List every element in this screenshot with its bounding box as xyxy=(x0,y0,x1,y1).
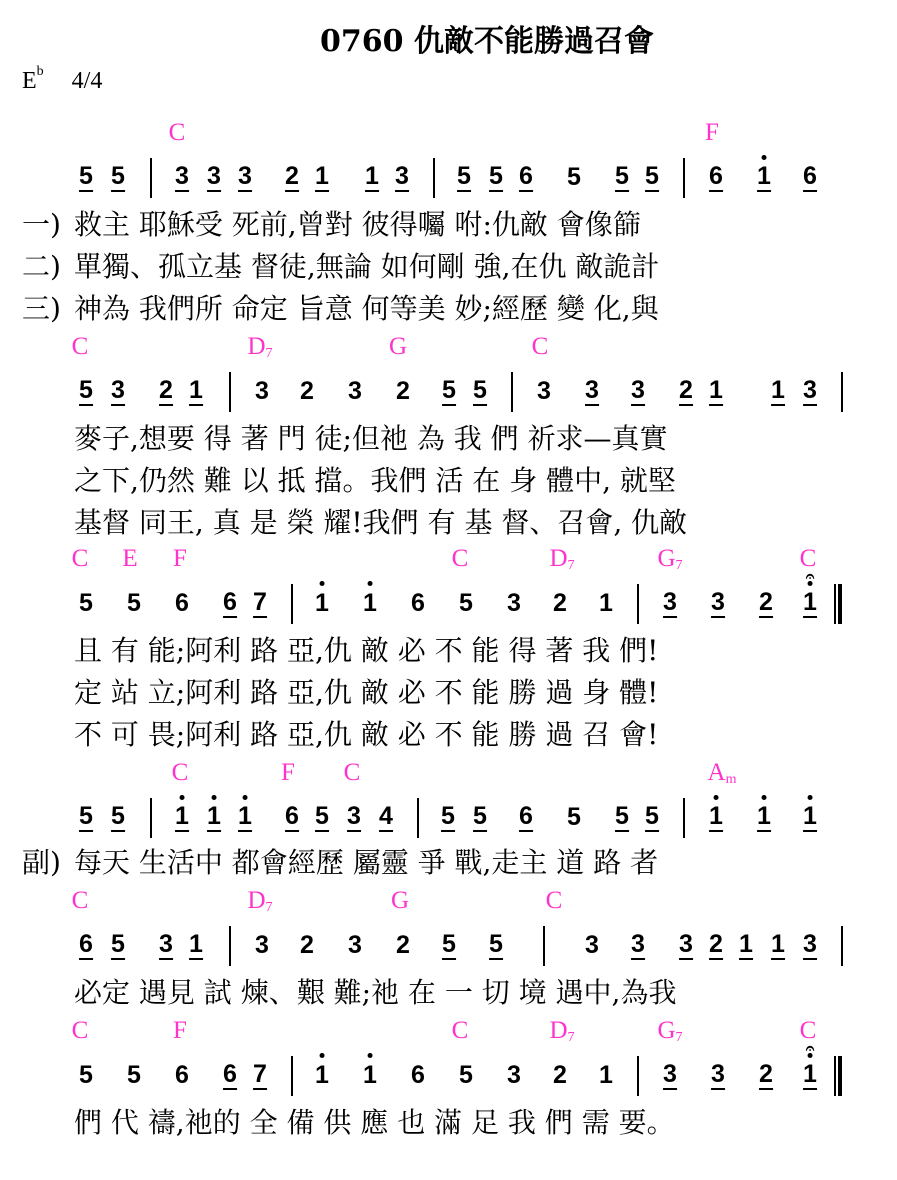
high-octave-dot xyxy=(762,155,767,160)
chord-symbol: C xyxy=(451,1017,469,1044)
chord-symbol: $D_7$ xyxy=(549,545,575,573)
note-numeral: 1 xyxy=(175,802,189,832)
chord-row xyxy=(0,332,897,362)
note-numeral: 1 xyxy=(315,1060,329,1090)
note-numeral: 6 xyxy=(223,1060,237,1088)
note-numeral: 5 xyxy=(79,162,93,190)
chord-row xyxy=(0,758,897,788)
note-numeral: 3 xyxy=(255,931,269,959)
high-octave-dot xyxy=(808,795,813,800)
lyric-line: 神為 我們所 命定 旨意 何等美 妙;經歷 變 化,與 xyxy=(74,292,659,325)
barline xyxy=(683,798,685,838)
chord-symbol: G xyxy=(388,333,408,360)
high-octave-dot xyxy=(368,1053,373,1058)
note-numeral: 5 xyxy=(127,589,141,617)
note-numeral: 5 xyxy=(442,376,456,404)
note-numeral: 2 xyxy=(553,1061,567,1089)
barline xyxy=(841,372,843,412)
chord-symbol: C xyxy=(168,119,186,146)
chord-symbol: C xyxy=(799,545,817,572)
chord-symbol: E xyxy=(122,545,138,572)
note-numeral: 1 xyxy=(803,802,817,832)
song-title: 0760 仇敵不能勝過召會 xyxy=(320,24,654,59)
note-numeral: 1 xyxy=(363,588,377,618)
barline xyxy=(150,798,152,838)
lyric-line: 且 有 能;阿利 路 亞,仇 敵 必 不 能 得 著 我 們! xyxy=(74,634,659,667)
chord-symbol: $G_7$ xyxy=(657,1017,683,1045)
barline xyxy=(291,584,293,624)
high-octave-dot xyxy=(320,1053,325,1058)
note-numeral: 1 xyxy=(599,589,613,617)
verse-label: 三) xyxy=(22,292,61,325)
note-numeral: 5 xyxy=(79,1061,93,1089)
note-numeral: 4 xyxy=(379,802,393,830)
chord-symbol: $D_7$ xyxy=(247,887,273,915)
note-numeral: 3 xyxy=(585,376,599,404)
lyric-line: 必定 遇見 試 煉、艱 難;祂 在 一 切 境 遇中,為我 xyxy=(74,976,677,1009)
chord-symbol: $G_7$ xyxy=(657,545,683,573)
high-octave-dot xyxy=(212,795,217,800)
barline xyxy=(841,926,843,966)
note-numeral: 3 xyxy=(255,377,269,405)
note-numeral: 5 xyxy=(567,163,581,191)
chord-symbol: C xyxy=(343,759,361,786)
chord-symbol: C xyxy=(531,333,549,360)
high-octave-dot xyxy=(368,581,373,586)
note-numeral: 6 xyxy=(411,1061,425,1089)
barline xyxy=(683,158,685,198)
note-numeral: 6 xyxy=(175,1061,189,1089)
verse-label: 副) xyxy=(22,846,61,879)
note-row xyxy=(0,376,897,406)
note-numeral: 1 𝄐 xyxy=(803,1040,817,1088)
note-row xyxy=(0,1040,897,1090)
note-numeral: 5 xyxy=(457,162,471,190)
note-numeral: 5 xyxy=(315,802,329,830)
note-numeral: 2 xyxy=(300,931,314,959)
note-numeral: 5 xyxy=(489,930,503,958)
note-numeral: 2 xyxy=(300,377,314,405)
lyric-line: 單獨、孤立基 督徒,無論 如何剛 強,在仇 敵詭計 xyxy=(74,250,660,283)
chord-symbol: F xyxy=(705,119,719,146)
chord-symbol: C xyxy=(799,1017,817,1044)
chord-quality: 7 xyxy=(265,900,273,915)
note-numeral: 1 xyxy=(757,802,771,832)
barline xyxy=(637,584,639,624)
high-octave-dot xyxy=(180,795,185,800)
chord-symbol: $D_7$ xyxy=(247,333,273,361)
chord-row xyxy=(0,544,897,574)
note-numeral: 5 xyxy=(489,162,503,190)
note-numeral: 3 xyxy=(207,162,221,190)
note-numeral: 6 xyxy=(223,588,237,616)
high-octave-dot xyxy=(714,795,719,800)
barline xyxy=(543,926,545,966)
chord-quality: 7 xyxy=(567,1030,575,1045)
note-numeral: 5 xyxy=(473,376,487,404)
note-numeral: 5 xyxy=(459,1061,473,1089)
key-signature xyxy=(22,64,103,95)
chord-quality: 7 xyxy=(567,558,575,573)
note-numeral: 2 xyxy=(396,931,410,959)
note-numeral: 5 xyxy=(645,162,659,190)
note-numeral: 3 xyxy=(175,162,189,190)
note-numeral: 3 xyxy=(711,588,725,616)
note-numeral: 3 xyxy=(507,589,521,617)
note-numeral: 1 xyxy=(365,162,379,190)
note-numeral: 3 xyxy=(679,930,693,958)
note-numeral: 6 xyxy=(79,930,93,958)
time-signature: 4/4 xyxy=(71,68,103,94)
fermata-icon: 𝄐 xyxy=(805,568,815,585)
key-flat: b xyxy=(36,64,44,79)
note-numeral: 2 xyxy=(396,377,410,405)
note-numeral: 2 xyxy=(759,588,773,616)
note-numeral: 5 xyxy=(473,802,487,830)
note-numeral: 3 xyxy=(159,930,173,958)
note-numeral: 3 xyxy=(711,1060,725,1088)
note-numeral: 1 xyxy=(238,802,252,832)
barline xyxy=(637,1056,639,1096)
high-octave-dot xyxy=(762,795,767,800)
note-numeral: 6 xyxy=(175,589,189,617)
key-letter: E xyxy=(22,68,37,94)
barline xyxy=(229,926,231,966)
verse-label: 一) xyxy=(22,208,61,241)
verse-label: 二) xyxy=(22,250,61,283)
lyric-line: 們 代 禱,祂的 全 備 供 應 也 滿 足 我 們 需 要。 xyxy=(74,1106,675,1139)
note-numeral: 6 xyxy=(519,162,533,190)
chord-symbol: $A_m$ xyxy=(707,759,737,787)
note-numeral: 7 xyxy=(253,1060,267,1088)
note-row xyxy=(0,568,897,618)
barline xyxy=(229,372,231,412)
note-numeral: 5 xyxy=(111,162,125,190)
note-numeral: 6 xyxy=(709,162,723,190)
note-numeral: 1 xyxy=(189,930,203,958)
chord-quality: m xyxy=(725,772,737,787)
note-numeral: 3 xyxy=(507,1061,521,1089)
note-numeral: 1 xyxy=(757,162,771,192)
note-numeral: 3 xyxy=(803,376,817,404)
chord-symbol: C xyxy=(71,545,89,572)
note-numeral: 1 xyxy=(599,1061,613,1089)
chord-symbol: F xyxy=(281,759,295,786)
note-numeral: 5 xyxy=(442,930,456,958)
note-numeral: 3 xyxy=(631,376,645,404)
chord-symbol: C xyxy=(451,545,469,572)
note-numeral: 3 xyxy=(348,931,362,959)
note-numeral: 5 xyxy=(79,802,93,830)
final-barline xyxy=(834,1056,842,1096)
note-numeral: 3 xyxy=(631,930,645,958)
note-numeral: 1 xyxy=(315,588,329,618)
lyric-line: 每天 生活中 都會經歷 屬靈 爭 戰,走主 道 路 者 xyxy=(74,846,659,879)
fermata-icon: 𝄐 xyxy=(805,1040,815,1057)
note-numeral: 1 xyxy=(709,802,723,832)
chord-symbol: C xyxy=(71,333,89,360)
note-numeral: 5 xyxy=(127,1061,141,1089)
chord-symbol: G xyxy=(390,887,410,914)
note-numeral: 6 xyxy=(285,802,299,830)
chord-quality: 7 xyxy=(675,558,683,573)
note-numeral: 3 xyxy=(537,377,551,405)
note-numeral: 2 xyxy=(759,1060,773,1088)
chord-row xyxy=(0,1016,897,1046)
note-numeral: 5 xyxy=(567,803,581,831)
final-barline xyxy=(834,584,842,624)
note-numeral: 2 xyxy=(679,376,693,404)
note-row xyxy=(0,162,897,192)
note-numeral: 2 xyxy=(285,162,299,190)
note-numeral: 3 xyxy=(238,162,252,190)
chord-symbol: $D_7$ xyxy=(549,1017,575,1045)
note-numeral: 5 xyxy=(645,802,659,830)
high-octave-dot xyxy=(243,795,248,800)
lyric-line: 之下,仍然 難 以 抵 擋。我們 活 在 身 體中, 就堅 xyxy=(74,464,676,497)
note-numeral: 1 xyxy=(709,376,723,404)
chord-quality: 7 xyxy=(265,346,273,361)
note-numeral: 5 xyxy=(459,589,473,617)
lyric-line: 基督 同王, 真 是 榮 耀!我們 有 基 督、召會, 仇敵 xyxy=(74,506,688,539)
chord-symbol: F xyxy=(173,1017,187,1044)
note-numeral: 5 xyxy=(441,802,455,830)
chord-symbol: C xyxy=(71,887,89,914)
barline xyxy=(417,798,419,838)
note-numeral: 3 xyxy=(663,1060,677,1088)
note-numeral: 5 xyxy=(615,162,629,190)
note-numeral: 3 xyxy=(585,931,599,959)
note-numeral: 6 xyxy=(519,802,533,830)
note-numeral: 7 xyxy=(253,588,267,616)
note-numeral: 3 xyxy=(348,377,362,405)
chord-row xyxy=(0,886,897,916)
chord-quality: 7 xyxy=(675,1030,683,1045)
lyric-line: 救主 耶穌受 死前,曾對 彼得囑 咐:仇敵 會像篩 xyxy=(74,208,641,241)
chord-symbol: C xyxy=(171,759,189,786)
note-numeral: 2 xyxy=(709,930,723,958)
chord-symbol: C xyxy=(71,1017,89,1044)
barline xyxy=(150,158,152,198)
note-numeral: 3 xyxy=(395,162,409,190)
note-numeral: 3 xyxy=(803,930,817,958)
note-row xyxy=(0,802,897,832)
note-numeral: 1 𝄐 xyxy=(803,568,817,616)
note-numeral: 5 xyxy=(79,589,93,617)
chord-symbol: C xyxy=(545,887,563,914)
note-numeral: 1 xyxy=(207,802,221,832)
note-row xyxy=(0,930,897,960)
barline xyxy=(511,372,513,412)
lyric-line: 不 可 畏;阿利 路 亞,仇 敵 必 不 能 勝 過 召 會! xyxy=(74,718,659,751)
note-numeral: 5 xyxy=(111,802,125,830)
note-numeral: 6 xyxy=(803,162,817,190)
chord-symbol: F xyxy=(173,545,187,572)
lyric-line: 定 站 立;阿利 路 亞,仇 敵 必 不 能 勝 過 身 體! xyxy=(74,676,659,709)
note-numeral: 2 xyxy=(159,376,173,404)
note-numeral: 1 xyxy=(771,376,785,404)
note-numeral: 1 xyxy=(771,930,785,958)
note-numeral: 6 xyxy=(411,589,425,617)
note-numeral: 3 xyxy=(663,588,677,616)
chord-row xyxy=(0,118,897,148)
lyric-line: 麥子,想要 得 著 門 徒;但祂 為 我 們 祈求—真實 xyxy=(74,422,668,455)
note-numeral: 1 xyxy=(189,376,203,404)
note-numeral: 1 xyxy=(739,930,753,958)
note-numeral: 1 xyxy=(315,162,329,190)
high-octave-dot xyxy=(320,581,325,586)
note-numeral: 3 xyxy=(347,802,361,830)
note-numeral: 5 xyxy=(615,802,629,830)
note-numeral: 3 xyxy=(111,376,125,404)
note-numeral: 5 xyxy=(79,376,93,404)
note-numeral: 1 xyxy=(363,1060,377,1090)
note-numeral: 2 xyxy=(553,589,567,617)
barline xyxy=(291,1056,293,1096)
note-numeral: 5 xyxy=(111,930,125,958)
barline xyxy=(433,158,435,198)
